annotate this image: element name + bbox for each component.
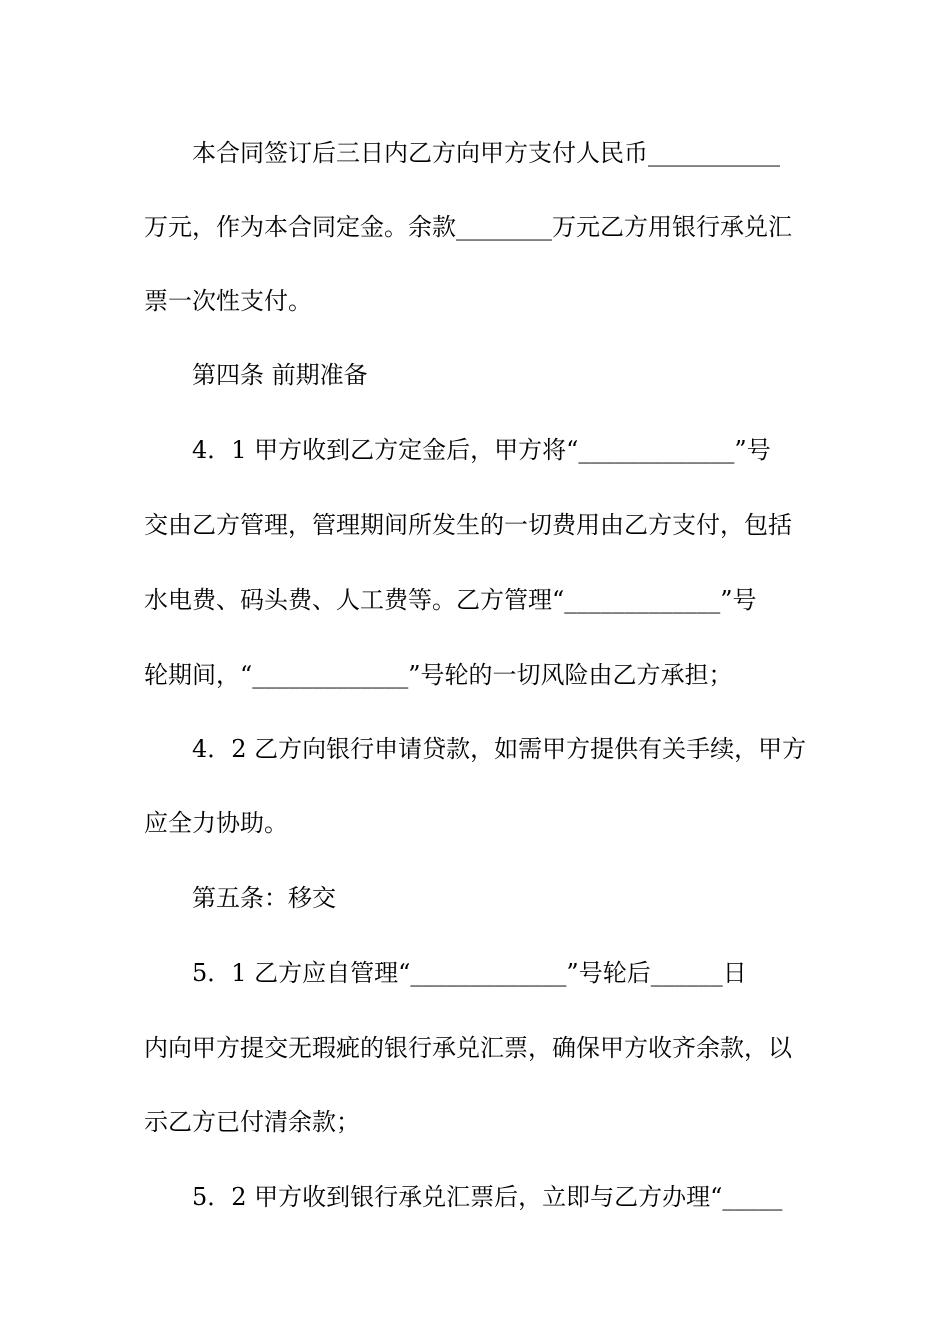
paragraph-line: 4．1 甲方收到乙方定金后，甲方将“_____________”号 <box>192 436 771 464</box>
paragraph-line: 5．1 乙方应自管理“_____________”号轮后______日 <box>192 959 747 987</box>
paragraph-line: 应全力协助。 <box>144 809 288 837</box>
paragraph-line: 轮期间，“_____________”号轮的一切风险由乙方承担； <box>144 661 733 689</box>
section-heading: 第五条：移交 <box>192 884 336 912</box>
paragraph-line: 万元，作为本合同定金。余款________万元乙方用银行承兑汇 <box>144 213 792 241</box>
paragraph-line: 票一次性支付。 <box>144 287 312 315</box>
paragraph-line: 交由乙方管理，管理期间所发生的一切费用由乙方支付，包括 <box>144 511 792 539</box>
paragraph-line: 水电费、码头费、人工费等。乙方管理“_____________”号 <box>144 586 757 614</box>
paragraph-line: 5．2 甲方收到银行承兑汇票后，立即与乙方办理“_____ <box>192 1183 783 1211</box>
paragraph-line: 4．2 乙方向银行申请贷款，如需甲方提供有关手续，甲方 <box>192 735 807 763</box>
paragraph-line: 内向甲方提交无瑕疵的银行承兑汇票，确保甲方收齐余款，以 <box>144 1034 792 1062</box>
paragraph-line: 示乙方已付清余款； <box>144 1108 360 1136</box>
paragraph-line: 本合同签订后三日内乙方向甲方支付人民币___________ <box>192 139 780 167</box>
section-heading: 第四条 前期准备 <box>192 361 368 389</box>
